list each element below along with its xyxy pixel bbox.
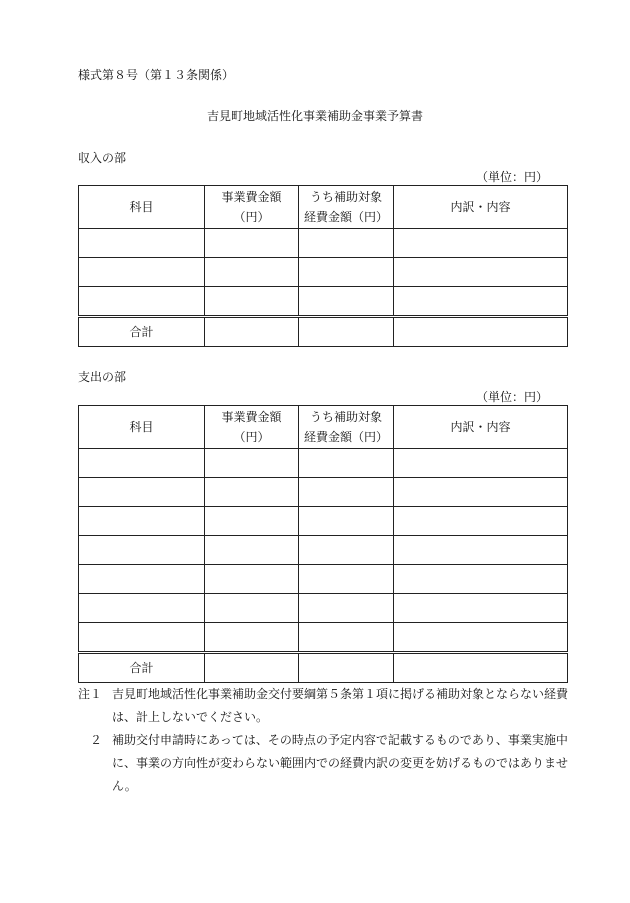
cell-subsidy [299, 565, 394, 594]
cell-detail [394, 536, 568, 565]
document-title: 吉見町地域活性化事業補助金事業予算書 [206, 109, 423, 123]
cell-subsidy [299, 449, 394, 478]
note-item [78, 729, 578, 798]
table-row [79, 478, 568, 507]
cell-subsidy [299, 594, 394, 623]
cell-detail [394, 594, 568, 623]
total-subsidy [299, 653, 394, 683]
cell-detail [394, 565, 568, 594]
note-number: 注１ [78, 687, 103, 701]
cell-detail [394, 287, 568, 317]
header-subsidy-line2: 経費金額（円） [303, 430, 388, 444]
note-text: 吉見町地域活性化事業補助金交付要綱第５条第１項に掲げる補助対象とならない経費は、計上しないでください。 [112, 687, 569, 724]
header-detail: 内訳・内容 [394, 406, 568, 449]
cell-item [79, 565, 205, 594]
cell-item [79, 594, 205, 623]
cell-subsidy [299, 258, 394, 287]
table-row [79, 565, 568, 594]
header-subsidy-line1: うち補助対象 [309, 190, 382, 204]
cell-cost [205, 594, 299, 623]
header-subsidy-line1: うち補助対象 [309, 410, 382, 424]
header-subsidy [299, 406, 394, 449]
header-item: 科目 [79, 186, 205, 229]
total-row [79, 653, 568, 683]
cell-subsidy [299, 478, 394, 507]
income-table-header [79, 186, 568, 229]
income-section-label: 収入の部 [78, 151, 127, 165]
header-cost-line1: 事業費金額 [221, 410, 282, 424]
cell-item [79, 229, 205, 258]
cell-item [79, 478, 205, 507]
expense-section-label: 支出の部 [78, 370, 127, 384]
table-row [79, 287, 568, 317]
cell-cost [205, 229, 299, 258]
header-cost-line2: （円） [233, 210, 270, 224]
cell-subsidy [299, 536, 394, 565]
cell-cost [205, 565, 299, 594]
income-table-body [79, 229, 568, 347]
cell-detail [394, 507, 568, 536]
total-label: 合計 [79, 653, 205, 683]
table-row [79, 536, 568, 565]
form-number: 様式第８号（第１３条関係） [78, 68, 235, 82]
cell-detail [394, 449, 568, 478]
table-row [79, 623, 568, 653]
table-row [79, 449, 568, 478]
table-row [79, 594, 568, 623]
header-item: 科目 [79, 406, 205, 449]
expense-table [78, 405, 568, 683]
note-text: 補助交付申請時にあっては、その時点の予定内容で記載するものであり、事業実施中に、事業の方向性が変わらない範囲内での経費内訳の変更を妨げるものではありません。 [112, 733, 569, 793]
cell-detail [394, 478, 568, 507]
table-row [79, 507, 568, 536]
header-subsidy-line2: 経費金額（円） [303, 210, 388, 224]
total-subsidy [299, 317, 394, 347]
notes [78, 683, 578, 798]
header-cost-line2: （円） [233, 430, 270, 444]
cell-item [79, 536, 205, 565]
cell-cost [205, 449, 299, 478]
cell-cost [205, 536, 299, 565]
cell-item [79, 287, 205, 317]
table-row [79, 229, 568, 258]
cell-item [79, 258, 205, 287]
total-label: 合計 [79, 317, 205, 347]
header-cost [205, 406, 299, 449]
note-number: ２ [89, 733, 102, 747]
income-unit-label: （単位：円） [475, 170, 548, 184]
cell-detail [394, 258, 568, 287]
cell-cost [205, 287, 299, 317]
cell-detail [394, 623, 568, 653]
cell-detail [394, 229, 568, 258]
cell-cost [205, 258, 299, 287]
cell-cost [205, 507, 299, 536]
cell-subsidy [299, 229, 394, 258]
header-cost [205, 186, 299, 229]
cell-subsidy [299, 623, 394, 653]
expense-table-body [79, 449, 568, 683]
header-cost-line1: 事業費金額 [221, 190, 282, 204]
cell-cost [205, 623, 299, 653]
cell-item [79, 449, 205, 478]
cell-subsidy [299, 507, 394, 536]
table-row [79, 258, 568, 287]
expense-unit-label: （単位：円） [475, 390, 548, 404]
cell-subsidy [299, 287, 394, 317]
total-cost [205, 653, 299, 683]
income-table [78, 185, 568, 347]
total-detail [394, 317, 568, 347]
cell-item [79, 623, 205, 653]
header-subsidy [299, 186, 394, 229]
cell-item [79, 507, 205, 536]
expense-table-header [79, 406, 568, 449]
header-detail: 内訳・内容 [394, 186, 568, 229]
cell-cost [205, 478, 299, 507]
note-item [78, 683, 578, 729]
total-cost [205, 317, 299, 347]
total-detail [394, 653, 568, 683]
total-row [79, 317, 568, 347]
